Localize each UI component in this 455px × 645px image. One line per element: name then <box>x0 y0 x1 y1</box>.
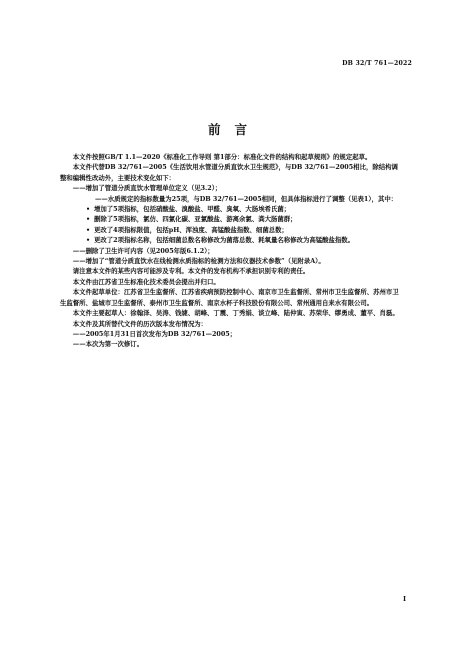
sub-item-text: 更改了4项指标限值，包括pH、浑浊度、高锰酸盐指数、细菌总数； <box>94 225 288 234</box>
section-heading-foreword: 前言 <box>207 122 261 137</box>
sub-item-text: 删除了5项指标，氯仿、四氯化碳、亚氯酸盐、游离余氯、粪大肠菌群； <box>94 215 297 224</box>
history-item-revision: ——本次为第一次修订。 <box>72 340 144 349</box>
paragraph-drafting-rules: 本文件按照GB/T 1.1—2020《标准化工作导则 第1部分：标准化文件的结构和起草规则》的规定起草。 <box>72 153 372 161</box>
paragraph-history: 本文件及其所替代文件的历次版本发布情况为： <box>72 319 207 328</box>
paragraph-replacement: 本文件代替DB 32/761—2005《生活饮用水管道分质直饮水卫生规范》，与DB 32/761—2005相比，除结构调整和编辑性改动外，主要技术变化如下： <box>60 163 398 182</box>
page-number: I <box>402 595 406 603</box>
bullet-icon: • <box>86 215 91 224</box>
change-item-definition: ——增加了管道分质直饮水管理单位定义（见3.2）； <box>72 184 222 193</box>
sub-item <box>60 204 400 214</box>
paragraph-drafting-units: 本文件起草单位：江苏省卫生监督所、江苏省疾病预防控制中心、南京市卫生监督所、常州市卫生监督所、苏州市卫生监督所、盐城市卫生监督所、泰州市卫生监督所、南京水杯子科技股份有限公司、常州通用自来水有限公司。 <box>60 288 399 307</box>
sub-item-text: 更改了2项指标名称，包括细菌总数名称修改为菌落总数、耗氧量名称修改为高锰酸盐指数。 <box>94 236 355 245</box>
sub-item <box>60 235 400 245</box>
bullet-icon: • <box>86 225 91 234</box>
paragraph-proposer: 本文件由江苏省卫生标准化技术委员会提出并归口。 <box>72 277 220 286</box>
change-item-annex: ——增加了“管道分质直饮水在线检测水质指标的检测方法和仪器技术参数”（见附录A）。 <box>72 257 325 266</box>
sub-item <box>60 214 400 224</box>
foreword-body <box>60 152 400 350</box>
document-number: DB 32/T 761—2022 <box>342 60 412 67</box>
change-item-water-quality: ——水质规定的指标数量为25项，与DB 32/761—2005相同，但具体指标进行了调整（见表1），其中： <box>95 194 398 203</box>
paragraph-drafters: 本文件主要起草人：徐翰泽、吴涛、钱婕、胡峰、丁震、丁秀娟、谈立峰、陆仲寅、苏荣华、缪勇成、董平、肖磊。 <box>72 309 399 318</box>
paragraph-patent: 请注意本文件的某些内容可能涉及专利。本文件的发布机构不承担识别专利的责任。 <box>72 267 310 276</box>
bullet-icon: • <box>86 236 91 245</box>
bullet-icon: • <box>86 205 91 214</box>
change-item-permit: ——删除了卫生许可内容（见2005年版6.1.2）； <box>72 246 214 255</box>
sub-item-text: 增加了5项指标，包括硝酸盐、溴酸盐、甲醛、臭氧、大肠埃希氏菌； <box>94 205 291 214</box>
sub-item <box>60 225 400 235</box>
history-item-first: ——2005年1月31日首次发布为DB 32/761—2005； <box>72 329 237 338</box>
